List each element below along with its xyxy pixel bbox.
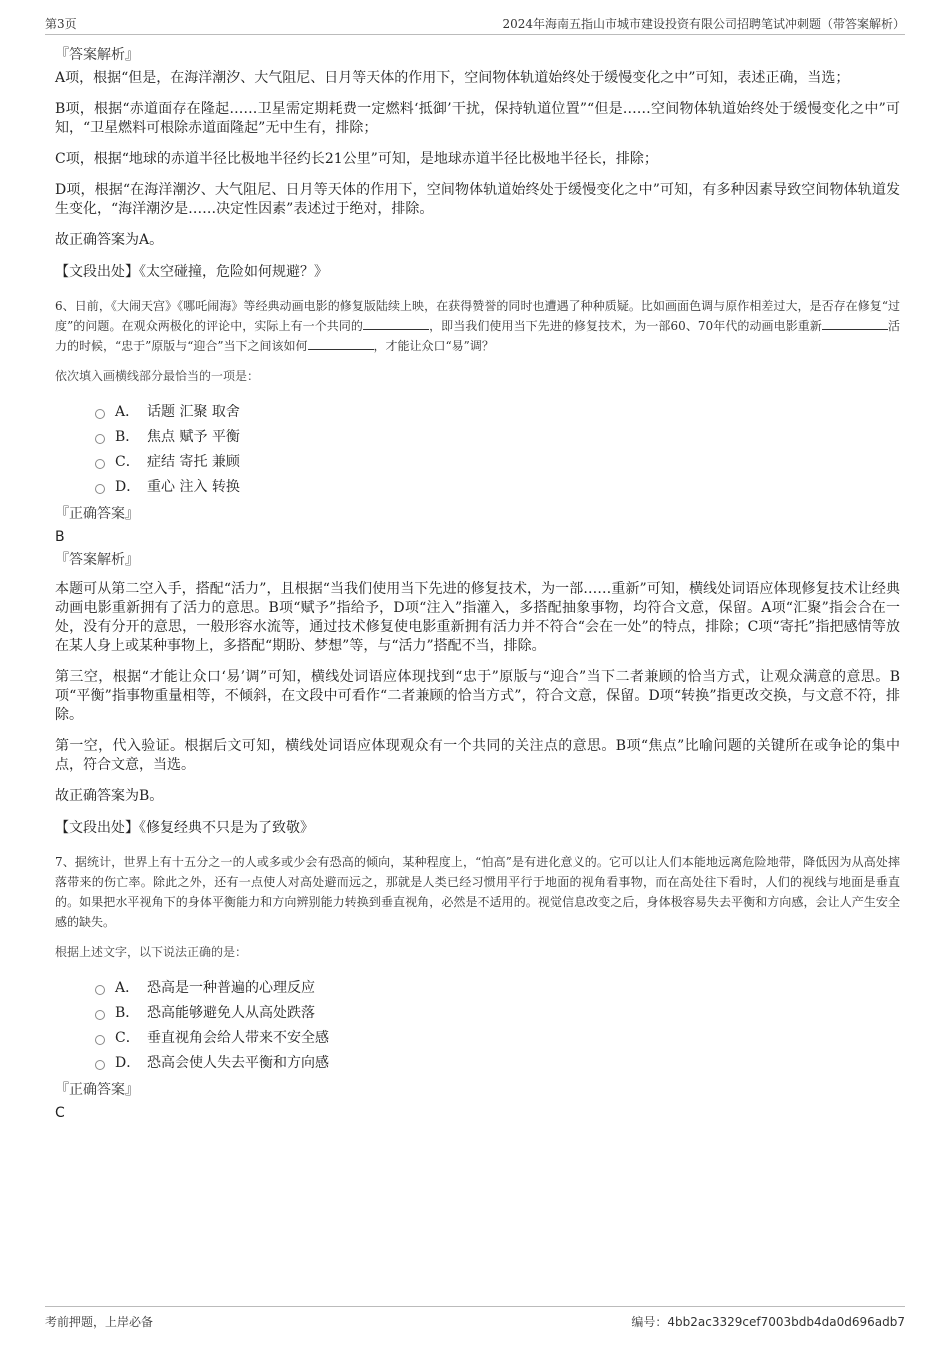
q6-analysis-para: 第三空，根据“才能让众口‘易’调”可知，横线处词语应体现找到“忠于”原版与“迎合”当下二者兼顾的恰当方式，让观众满意的意思。B项“平衡”指事物重量相等，不倾斜，在文段中可看作“二者兼顾的恰当方式”，符合文意，保留。D项“转换”指更改交换，与文意不符，排除。 <box>55 669 900 723</box>
option-text: 重心 注入 转换 <box>147 479 240 495</box>
q6-prompt: 依次填入画横线部分最恰当的一项是： <box>55 369 260 383</box>
option-key: B． <box>115 429 140 445</box>
option-text: 话题 汇聚 取舍 <box>147 404 240 420</box>
radio-icon[interactable] <box>95 1035 105 1045</box>
code-value: 4bb2ac3329cef7003bdb4da0d696adb7 <box>667 1315 905 1329</box>
q5-analysis-para: A项，根据“但是，在海洋潮汐、大气阻尼、日月等天体的作用下，空间物体轨道始终处于缓慢变化之中”可知，表述正确，当选； <box>55 70 850 86</box>
page-number: 第3页 <box>45 17 77 31</box>
option-text: 焦点 赋予 平衡 <box>147 429 240 445</box>
q6-option-c[interactable] <box>95 450 900 475</box>
footer-slogan: 考前押题，上岸必备 <box>45 1315 154 1329</box>
page-content <box>55 45 900 1126</box>
q6-blank-1 <box>363 317 429 330</box>
q6-stem-part: ，即当我们使用当下先进的修复技术，为一部60、70年代的动画电影重新 <box>429 319 822 333</box>
q6-stem <box>55 296 900 356</box>
q7-answer-title: 『正确答案』 <box>55 1082 139 1098</box>
q6-stem-part: 6、日前，《大闹天宫》《哪吒闹海》等经典动画电影的修复版陆续上映，在获得赞誉的同时也遭遇了种种质疑。比如画面色调与原作相差过大，是否存在修复“过度”的问题。在观众两极化的评论中，实际上有一个共同的 <box>55 299 900 333</box>
q6-answer-title: 『正确答案』 <box>55 506 139 522</box>
code-label: 编号： <box>631 1315 668 1329</box>
option-key: D． <box>115 479 141 495</box>
radio-icon[interactable] <box>95 484 105 494</box>
option-key: D． <box>115 1055 141 1071</box>
q5-analysis-para: C项，根据“地球的赤道半径比极地半径约长21公里”可知，是地球赤道半径比极地半径长，排除； <box>55 151 658 167</box>
radio-icon[interactable] <box>95 434 105 444</box>
q6-conclusion: 故正确答案为B。 <box>55 788 164 804</box>
q5-source: 【文段出处】《太空碰撞，危险如何规避？》 <box>55 264 328 280</box>
q6-source: 【文段出处】《修复经典不只是为了致敬》 <box>55 820 314 836</box>
q6-option-a[interactable] <box>95 400 900 425</box>
radio-icon[interactable] <box>95 1060 105 1070</box>
radio-icon[interactable] <box>95 459 105 469</box>
option-text: 症结 寄托 兼顾 <box>147 454 240 470</box>
q6-option-b[interactable] <box>95 425 900 450</box>
document-code <box>631 1313 905 1330</box>
radio-icon[interactable] <box>95 409 105 419</box>
q7-option-c[interactable] <box>95 1026 900 1051</box>
option-key: B． <box>115 1005 140 1021</box>
q6-blank-3 <box>308 337 374 350</box>
q5-analysis-para: D项，根据“在海洋潮汐、大气阻尼、日月等天体的作用下，空间物体轨道始终处于缓慢变化之中”可知，有多种因素导致空间物体轨道发生变化，“海洋潮汐是……决定性因素”表述过于绝对，排除。 <box>55 182 900 217</box>
option-text: 恐高是一种普遍的心理反应 <box>147 980 315 996</box>
q5-conclusion: 故正确答案为A。 <box>55 232 164 248</box>
q7-stem: 7、据统计，世界上有十五分之一的人或多或少会有恐高的倾向，某种程度上，“怕高”是有进化意义的。它可以让人们本能地远离危险地带，降低因为从高处摔落带来的伤亡率。除此之外，还有一点使人对高处避而远之，那就是人类已经习惯用平行于地面的视角看事物，而在高处往下看时，人们的视线与地面是垂直的。如果把水平视角下的身体平衡能力和方向辨别能力转换到垂直视角，必然是不适用的。视觉信息改变之后，身体极容易失去平衡和方向感，会让人产生安全感的缺失。 <box>55 855 900 929</box>
document-title: 2024年海南五指山市城市建设投资有限公司招聘笔试冲刺题（带答案解析） <box>502 17 905 31</box>
q7-option-a[interactable] <box>95 976 900 1001</box>
q7-option-d[interactable] <box>95 1051 900 1076</box>
q7-prompt: 根据上述文字，以下说法正确的是： <box>55 945 248 959</box>
option-text: 垂直视角会给人带来不安全感 <box>147 1030 329 1046</box>
option-key: C． <box>115 1030 140 1046</box>
option-key: C． <box>115 454 140 470</box>
q7-options <box>95 976 900 1076</box>
radio-icon[interactable] <box>95 985 105 995</box>
q6-analysis-title: 『答案解析』 <box>55 552 139 568</box>
q6-analysis-para: 第一空，代入验证。根据后文可知，横线处词语应体现观众有一个共同的关注点的意思。B项“焦点”比喻问题的关键所在或争论的集中点，符合文意，当选。 <box>55 738 900 773</box>
q6-stem-part: 活力的时候，“忠于”原版与“迎合”当下之间该如何 <box>55 319 900 353</box>
q5-analysis-title: 『答案解析』 <box>55 47 139 63</box>
q6-option-d[interactable] <box>95 475 900 500</box>
option-text: 恐高会使人失去平衡和方向感 <box>147 1055 329 1071</box>
q6-stem-part: ，才能让众口“易”调？ <box>373 339 494 353</box>
q6-options <box>95 400 900 500</box>
q6-answer: B <box>55 529 65 545</box>
option-key: A． <box>115 404 140 420</box>
q7-answer: C <box>55 1105 65 1121</box>
page-header <box>45 12 905 35</box>
q5-analysis-para: B项，根据“赤道面存在隆起……卫星需定期耗费一定燃料‘抵御’干扰，保持轨道位置”“但是……空间物体轨道始终处于缓慢变化之中”可知，“卫星燃料可根除赤道面隆起”无中生有，排除； <box>55 101 900 136</box>
page-footer <box>45 1306 905 1331</box>
radio-icon[interactable] <box>95 1010 105 1020</box>
q7-option-b[interactable] <box>95 1001 900 1026</box>
option-key: A． <box>115 980 140 996</box>
q6-blank-2 <box>822 317 888 330</box>
option-text: 恐高能够避免人从高处跌落 <box>147 1005 315 1021</box>
q6-analysis-para: 本题可从第二空入手，搭配“活力”，且根据“当我们使用当下先进的修复技术，为一部……重新”可知，横线处词语应体现修复技术让经典动画电影重新拥有了活力的意思。B项“赋予”指给予，D项“注入”指灌入，多搭配抽象事物，均符合文意，保留。A项“汇聚”指会合在一处，没有分开的意思，一般形容水流等，通过技术修复使电影重新拥有活力并不符合“会在一处”的特点，排除；C项“寄托”指把感情等放在某人身上或某种事物上，多搭配“期盼、梦想”等，与“活力”搭配不当，排除。 <box>55 581 900 654</box>
